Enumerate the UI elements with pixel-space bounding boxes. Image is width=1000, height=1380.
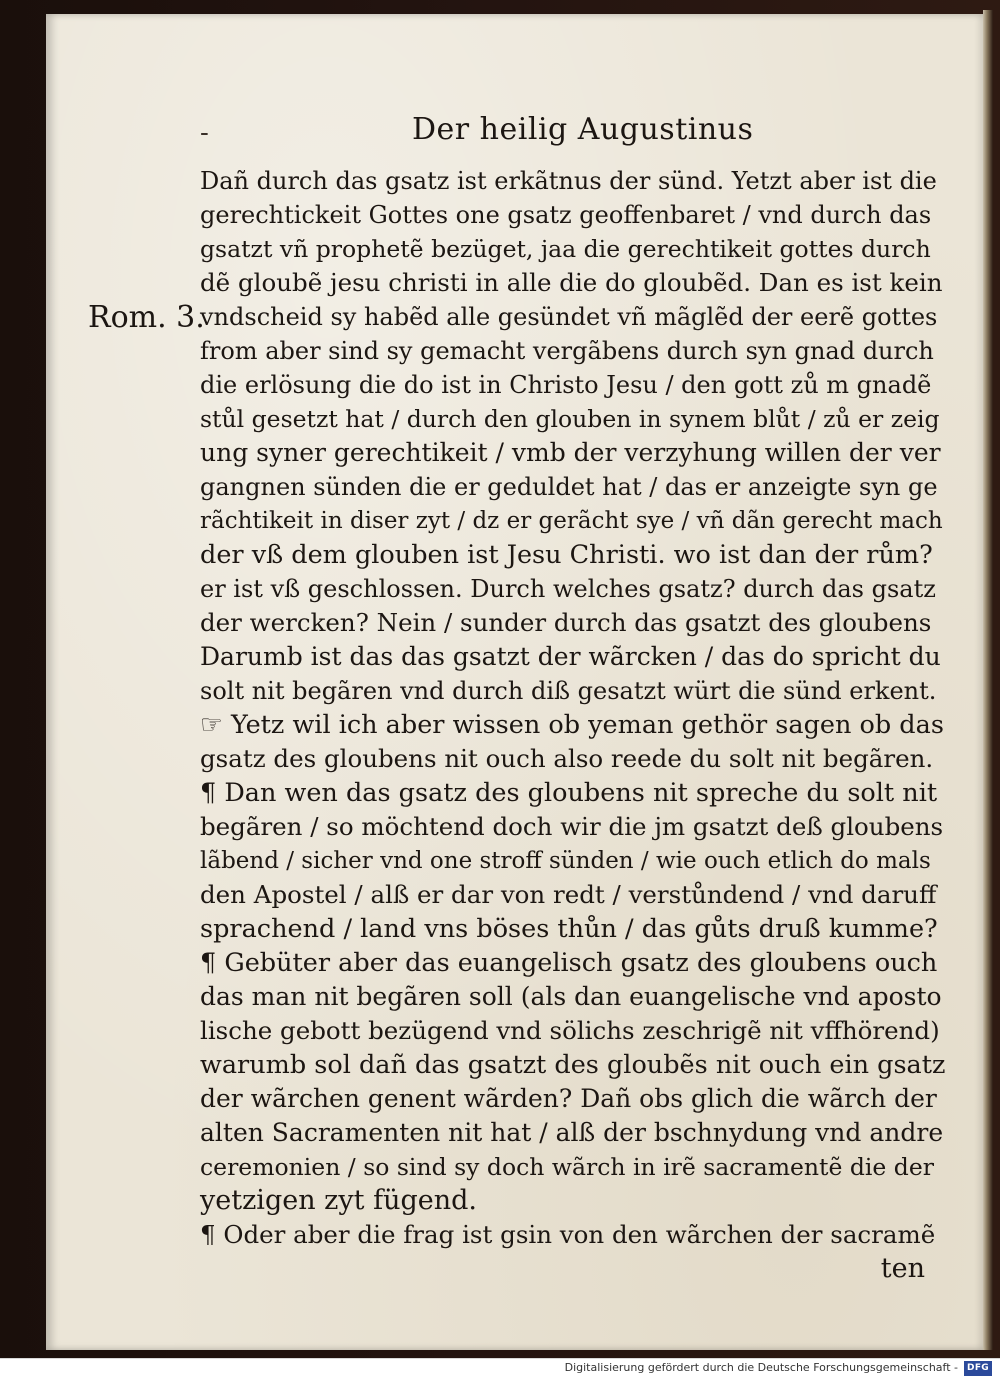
text-line: gerechtickeit Gottes one gsatz geoffenbaret / vnd durch das xyxy=(200,201,932,229)
text-line: ¶ Gebüter aber das euangelisch gsatz des gloubens ouch xyxy=(200,948,938,978)
text-line: solt nit begãren vnd durch diß gesatzt würt die sünd erkent. xyxy=(200,677,937,705)
text-line: gsatz des gloubens nit ouch also reede du solt nit begãren. xyxy=(200,744,934,773)
text-line: sprachend / land vns böses thůn / das gůts druß kumme? xyxy=(200,914,938,944)
text-line: Dañ durch das gsatz ist erkãtnus der sünd. Yetzt aber ist die xyxy=(200,167,937,195)
footer-credit: Digitalisierung gefördert durch die Deutsche Forschungsgemeinschaft - xyxy=(564,1361,958,1374)
text-line: gangnen sünden die er geduldet hat / das er anzeigte syn ge xyxy=(200,473,938,501)
text-line: vndscheid sy habẽd alle gesündet vñ mãglẽd der eerẽ gottes xyxy=(200,303,938,331)
text-line: ¶ Oder aber die frag ist gsin von den wãrchen der sacramẽ xyxy=(200,1220,936,1249)
text-line: den Apostel / alß er dar von redt / verstůndend / vnd daruff xyxy=(200,880,937,909)
catchword: ten xyxy=(880,1253,925,1284)
text-line: Darumb ist das das gsatzt der wãrcken / das do spricht du xyxy=(200,642,941,671)
text-line: stůl gesetzt hat / durch den glouben in synem blůt / zů er zeig xyxy=(200,405,940,433)
text-line: ung syner gerechtikeit / vmb der verzyhung willen der ver xyxy=(200,438,941,467)
text-line: der vß dem glouben ist Jesu Christi. wo ist dan der rům? xyxy=(200,540,933,570)
text-line: der wãrchen genent wãrden? Dañ obs glich die wãrch der xyxy=(200,1084,937,1113)
running-head: Der heilig Augustinus xyxy=(412,112,754,147)
text-line: lische gebott bezügend vnd sölichs zeschrigẽ nit vffhörend) xyxy=(200,1016,940,1045)
text-line: yetzigen zyt fügend. xyxy=(200,1185,477,1216)
text-line: gsatzt vñ prophetẽ bezüget, jaa die gerechtikeit gottes durch xyxy=(200,235,931,263)
text-line: der wercken? Nein / sunder durch das gsatzt des gloubens xyxy=(200,608,932,637)
text-line: ¶ Dan wen das gsatz des gloubens nit spreche du solt nit xyxy=(200,778,938,808)
text-line: rãchtikeit in diser zyt / dz er gerãcht sye / vñ dãn gerecht mach xyxy=(200,508,943,534)
text-line: alten Sacramenten nit hat / alß der bschnydung vnd andre xyxy=(200,1118,944,1147)
text-line: er ist vß geschlossen. Durch welches gsatz? durch das gsatz xyxy=(200,575,936,603)
text-line: begãren / so möchtend doch wir die jm gsatzt deß gloubens xyxy=(200,812,944,841)
dfg-logo: DFG xyxy=(964,1361,992,1376)
text-line: dẽ gloubẽ jesu christi in alle die do gloubẽd. Dan es ist kein xyxy=(200,268,943,297)
margin-note: Rom. 3. xyxy=(88,300,205,335)
page-edge xyxy=(983,10,993,1350)
text-line: lãbend / sicher vnd one stroff sünden / wie ouch etlich do mals xyxy=(200,848,931,874)
text-line: warumb sol dañ das gsatzt des gloubẽs nit ouch ein gsatz xyxy=(200,1050,946,1080)
body-text xyxy=(200,164,945,1286)
text-line: ☞ Yetz wil ich aber wissen ob yeman gethör sagen ob das xyxy=(200,710,944,740)
text-line: die erlösung die do ist in Christo Jesu / den gott zů m gnadẽ xyxy=(200,371,932,399)
text-line: from aber sind sy gemacht vergãbens durch syn gnad durch xyxy=(200,337,934,365)
text-line: ceremonien / so sind sy doch wãrch in irẽ sacramentẽ die der xyxy=(200,1153,934,1181)
text-line: das man nit begãren soll (als dan euangelische vnd aposto xyxy=(200,982,942,1011)
page-mark: - xyxy=(200,118,209,148)
